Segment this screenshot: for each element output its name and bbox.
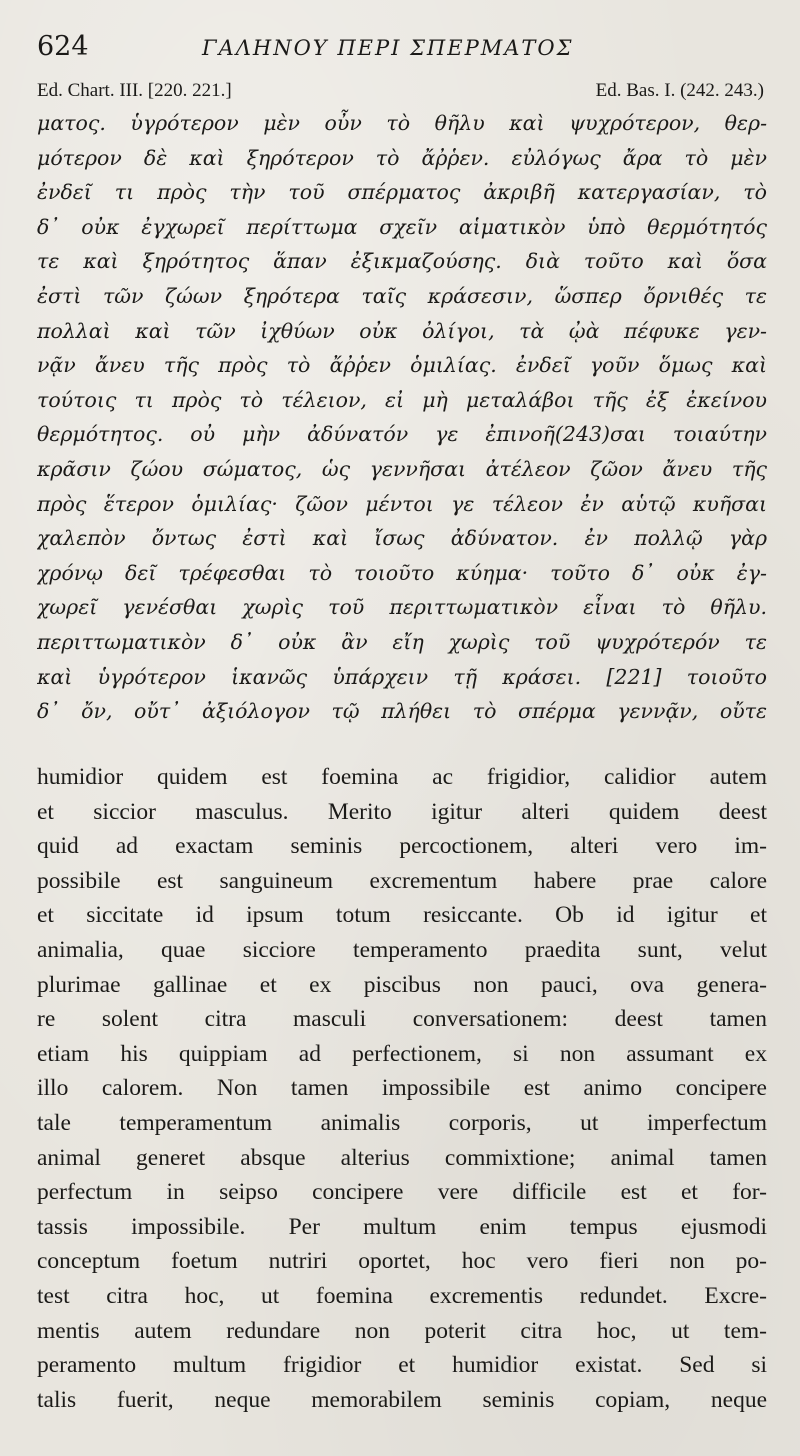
greek-text-line: μότερον δὲ καὶ ξηρότερον τὸ ἄῤῥεν. εὐλόγως ἄρα τὸ μὲν <box>37 145 767 170</box>
greek-text-line: ἐνδεῖ τι πρὸς τὴν τοῦ σπέρματος ἀκριβῆ κατεργασίαν, τὸ <box>37 180 767 205</box>
latin-text-line: re solent citra masculi conversationem: deest tamen <box>37 1006 767 1033</box>
edition-basel-reference: Ed. Bas. I. (242. 243.) <box>595 80 764 101</box>
latin-text-line: tassis impossibile. Per multum enim tempus ejusmodi <box>37 1213 767 1240</box>
page-number: 624 <box>37 31 89 62</box>
latin-text-line: test citra hoc, ut foemina excrementis redundet. Excre- <box>37 1282 767 1309</box>
greek-text-line: τούτοις τι πρὸς τὸ τέλειον, εἰ μὴ μεταλάβοι τῆς ἐξ ἐκείνου <box>37 387 767 412</box>
latin-text-line: plurimae gallinae et ex piscibus non pauci, ova genera- <box>37 971 767 998</box>
greek-text-line: πολλαὶ καὶ τῶν ἰχθύων οὐκ ὀλίγοι, τὰ ᾠὰ πέφυκε γεν- <box>37 318 767 343</box>
greek-text-line: περιττωματικὸν δ᾽ οὐκ ἂν εἴη χωρὶς τοῦ ψυχρότερόν τε <box>37 629 767 654</box>
latin-text-line: possibile est sanguineum excrementum habere prae calore <box>37 867 767 894</box>
greek-text-line: τε καὶ ξηρότητος ἅπαν ἐξικμαζούσης. διὰ τοῦτο καὶ ὅσα <box>37 249 767 274</box>
greek-text-line: ἐστὶ τῶν ζώων ξηρότερα ταῖς κράσεσιν, ὥσπερ ὄρνιθές τε <box>37 283 767 308</box>
greek-text-line: ματος. ὑγρότερον μὲν οὖν τὸ θῆλυ καὶ ψυχρότερον, θερ- <box>37 111 767 135</box>
page-header <box>37 30 772 70</box>
latin-text-line: mentis autem redundare non poterit citra hoc, ut tem- <box>37 1317 767 1344</box>
running-title: ΓΑΛΗΝΟΥ ΠΕΡΙ ΣΠΕΡΜΑΤΟΣ <box>202 36 574 60</box>
latin-text-block <box>37 760 767 1417</box>
latin-text-line: conceptum foetum nutriri oportet, hoc vero fieri non po- <box>37 1248 767 1275</box>
greek-text-line: δ᾽ οὐκ ἐγχωρεῖ περίττωμα σχεῖν αἱματικὸν ὑπὸ θερμότητός <box>37 214 767 239</box>
greek-text-line: πρὸς ἕτερον ὁμιλίας· ζῶον μέντοι γε τέλεον ἐν αὑτῷ κυῆσαι <box>37 491 767 516</box>
latin-text-line: illo calorem. Non tamen impossibile est animo concipere <box>37 1075 767 1102</box>
latin-text-line: et siccitate id ipsum totum resiccante. Ob id igitur et <box>37 902 767 929</box>
latin-text-line: et siccior masculus. Merito igitur alteri quidem deest <box>37 798 767 825</box>
greek-text-line: νᾷν ἄνευ τῆς πρὸς τὸ ἄῤῥεν ὁμιλίας. ἐνδεῖ γοῦν ὅμως καὶ <box>37 353 767 378</box>
latin-text-line: peramento multum frigidior et humidior existat. Sed si <box>37 1352 767 1379</box>
latin-text-line: quid ad exactam seminis percoctionem, alteri vero im- <box>37 833 767 860</box>
edition-chartier-reference: Ed. Chart. III. [220. 221.] <box>37 80 232 101</box>
greek-text-line: καὶ ὑγρότερον ἱκανῶς ὑπάρχειν τῇ κράσει. [221] τοιοῦτο <box>37 664 767 689</box>
edition-references <box>37 78 764 104</box>
greek-text-line: χαλεπὸν ὄντως ἐστὶ καὶ ἴσως ἀδύνατον. ἐν πολλῷ γὰρ <box>37 526 767 551</box>
latin-text-line: humidior quidem est foemina ac frigidior, calidior autem <box>37 764 767 790</box>
latin-text-line: etiam his quippiam ad perfectionem, si non assumant ex <box>37 1040 767 1067</box>
latin-text-line: talis fuerit, neque memorabilem seminis copiam, neque <box>37 1386 767 1413</box>
latin-text-line: animalia, quae sicciore temperamento praedita sunt, velut <box>37 936 767 963</box>
latin-text-line: tale temperamentum animalis corporis, ut imperfectum <box>37 1109 767 1136</box>
greek-text-line: δ᾽ ὄν, οὔτ᾽ ἀξιόλογον τῷ πλήθει τὸ σπέρμα γεννᾷν, οὔτε <box>37 699 767 724</box>
greek-text-line: θερμότητος. οὐ μὴν ἀδύνατόν γε ἐπινοῆ(243)σαι τοιαύτην <box>37 422 767 447</box>
greek-text-line: κρᾶσιν ζώου σώματος, ὡς γεννῆσαι ἀτέλεον ζῶον ἄνευ τῆς <box>37 456 767 481</box>
latin-text-line: perfectum in seipso concipere vere difficile est et for- <box>37 1179 767 1206</box>
greek-text-block <box>37 106 767 729</box>
latin-text-line: animal generet absque alterius commixtione; animal tamen <box>37 1144 767 1171</box>
greek-text-line: χωρεῖ γενέσθαι χωρὶς τοῦ περιττωματικὸν εἶναι τὸ θῆλυ. <box>37 595 767 620</box>
greek-text-line: χρόνῳ δεῖ τρέφεσθαι τὸ τοιοῦτο κύημα· τοῦτο δ᾽ οὐκ ἐγ- <box>37 560 767 585</box>
